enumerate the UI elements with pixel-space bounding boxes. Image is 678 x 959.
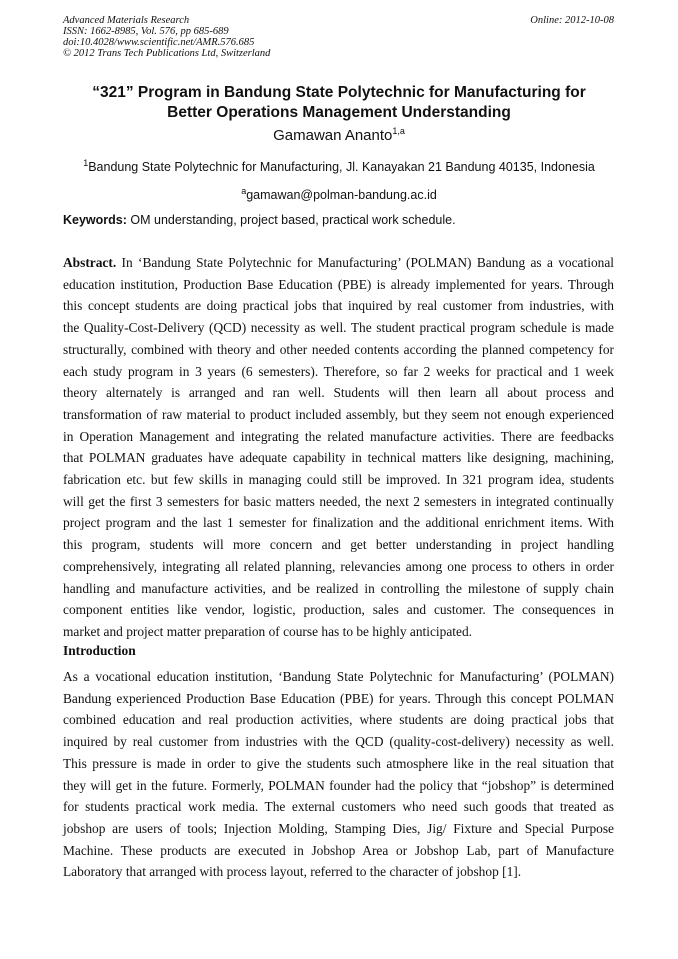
text-line xyxy=(63,295,614,317)
line-text: Bandung experienced Production Base Education (PBE) for years. Through this concept POLMAN xyxy=(63,690,614,706)
text-line xyxy=(63,274,614,296)
line-text: project program and the last 1 semester for finalization and the additional enrichment items. With xyxy=(63,515,614,531)
email xyxy=(0,186,678,202)
line-text: transformation of raw material to product included assembly, but they seem not enough experienced xyxy=(63,406,614,422)
line-text: This pressure is made in order to give the students such atmosphere like in the real situation that xyxy=(63,755,614,771)
line-text: this program, students will more concern and get better understanding in project handling xyxy=(63,537,614,553)
affiliation xyxy=(0,158,678,174)
affiliation-sup: 1 xyxy=(83,158,89,168)
affiliation-text: Bandung State Polytechnic for Manufacturing, Jl. Kanayakan 21 Bandung 40135, Indonesia xyxy=(88,160,595,175)
line-text: combined education and real production activities, where students are doing practical jobs that xyxy=(63,712,614,728)
line-text: As a vocational education institution, ‘Bandung State Polytechnic for Manufacturing’ (POLMAN) xyxy=(63,669,614,684)
line-text: they will get in the future. Formerly, POLMAN founder had the policy that “jobshop” is determined xyxy=(63,777,614,793)
journal-name: Advanced Materials Research xyxy=(63,15,190,26)
line-text: jobshop are users of tools; Injection Molding, Stamping Dies, Jig/ Fixture and Special Purpose xyxy=(63,820,614,836)
text-line xyxy=(63,252,614,274)
text-line xyxy=(63,339,614,361)
issn: ISSN: 1662-8985, Vol. 576, pp 685-689 xyxy=(63,26,229,37)
keywords-text: OM understanding, project based, practical work schedule. xyxy=(126,213,456,227)
line-text: each study program in 3 years (6 semesters). Therefore, so far 2 weeks for practical and 1 week xyxy=(63,363,614,379)
line-text: handling and manufacture activities, and be realized in controlling the milestone of supply chain xyxy=(63,580,614,596)
line-text: this concept students are doing practical jobs that inquired by real customer from industries, with xyxy=(63,298,614,314)
text-line xyxy=(63,491,614,513)
text-line xyxy=(63,599,614,621)
text-line xyxy=(63,666,614,688)
text-line xyxy=(63,688,614,710)
text-line xyxy=(63,840,614,862)
text-line xyxy=(63,578,614,600)
text-line xyxy=(63,709,614,731)
email-text[interactable]: gamawan@polman-bandung.ac.id xyxy=(246,188,437,203)
text-line xyxy=(63,796,614,818)
line-text: will get the first 3 semesters for basic matters needed, the next 2 semesters in integrated continually xyxy=(63,493,614,509)
author xyxy=(0,126,678,144)
line-text: In ‘Bandung State Polytechnic for Manufacturing’ (POLMAN) Bandung as a vocational xyxy=(116,255,614,270)
line-text: inquired by real customer from industries with the QCD (quality-cost-delivery) necessity as well. xyxy=(63,734,614,750)
line-text: Laboratory that arranged with process layout, referred to the character of jobshop [1]. xyxy=(63,864,522,880)
journal-header xyxy=(63,15,270,59)
line-text: the Quality-Cost-Delivery (QCD) necessity as well. The student practical program schedule is made xyxy=(63,320,614,336)
line-text: theory alternately is arranged and ran well. Students will then learn all about process and xyxy=(63,385,614,401)
line-text: education institution, Production Base Education (PBE) is already implemented for years. Through xyxy=(63,276,614,292)
abstract xyxy=(63,252,614,643)
text-line xyxy=(63,621,614,643)
text-line xyxy=(63,556,614,578)
line-text: Machine. These products are executed in Jobshop Area or Jobshop Lab, part of Manufacture xyxy=(63,842,614,858)
line-text: in Operation Management and integrating the related manufacture activities. There are feedbacks xyxy=(63,428,614,444)
text-line xyxy=(63,534,614,556)
text-line xyxy=(63,317,614,339)
author-sup: 1,a xyxy=(392,126,405,136)
text-line xyxy=(63,382,614,404)
text-line xyxy=(63,404,614,426)
line-text: component entities like vendor, logistic, production, sales and customer. The consequences in xyxy=(63,602,614,618)
text-line xyxy=(63,753,614,775)
line-text: that POLMAN graduates have adequate capability in technical matters like designing, machining, xyxy=(63,450,614,466)
title-line-2: Better Operations Management Understanding xyxy=(167,104,511,121)
author-name: Gamawan Ananto xyxy=(273,127,393,144)
text-line xyxy=(63,426,614,448)
text-line xyxy=(63,775,614,797)
title-line-1: “321” Program in Bandung State Polytechnic for Manufacturing for xyxy=(92,84,586,101)
doi: doi:10.4028/www.scientific.net/AMR.576.685 xyxy=(63,37,255,48)
copyright: © 2012 Trans Tech Publications Ltd, Switzerland xyxy=(63,48,271,59)
line-text: for students practical work media. The external customers who need such goods that treated as xyxy=(63,799,614,815)
section-heading-introduction: Introduction xyxy=(63,643,136,658)
line-text: comprehensively, integrating all related planning, relevancies among one process to others in order xyxy=(63,558,614,574)
online-date: Online: 2012-10-08 xyxy=(530,15,614,26)
paper-title xyxy=(40,83,638,123)
line-text: market and project matter preparation of course has to be highly anticipated. xyxy=(63,623,473,639)
text-line xyxy=(63,361,614,383)
text-line xyxy=(63,818,614,840)
keywords-label: Keywords: xyxy=(63,213,127,227)
line-text: fabrication etc. but few skills in managing could still be improved. In 321 program idea, students xyxy=(63,472,614,488)
text-line xyxy=(63,512,614,534)
line-text: structurally, combined with theory and other needed contents according the planned competency for xyxy=(63,341,614,357)
text-line xyxy=(63,731,614,753)
text-line xyxy=(63,469,614,491)
abstract-label: Abstract. xyxy=(63,255,117,270)
keywords xyxy=(63,213,456,227)
text-line xyxy=(63,447,614,469)
email-sup: a xyxy=(241,186,247,196)
introduction-body xyxy=(63,666,614,883)
text-line xyxy=(63,861,614,883)
